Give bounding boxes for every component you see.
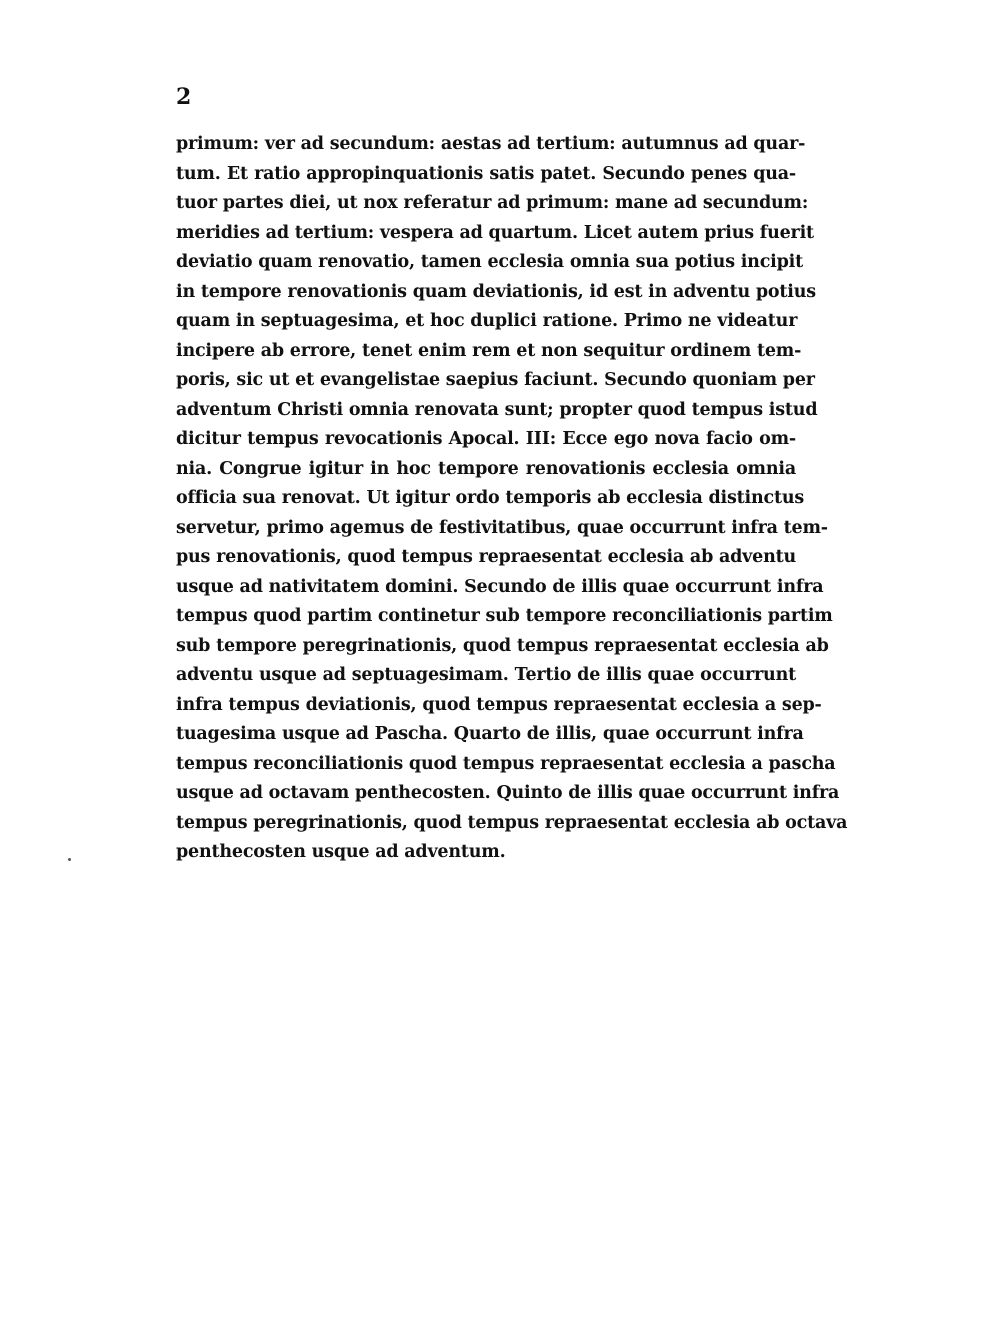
text-line: tempus reconciliationis quod tempus repraesentat ecclesia a pascha — [176, 753, 836, 774]
text-line: tempus peregrinationis, quod tempus repraesentat ecclesia ab octava — [176, 812, 848, 833]
text-line: pus renovationis, quod tempus repraesentat ecclesia ab adventu — [176, 547, 797, 567]
text-line: adventu usque ad septuagesimam. Tertio de illis quae occurrunt — [176, 665, 796, 685]
text-line: officia sua renovat. Ut igitur ordo temporis ab ecclesia distinctus — [176, 488, 805, 508]
text-line: sub tempore peregrinationis, quod tempus repraesentat ecclesia ab — [176, 635, 829, 656]
page-number: 2 — [176, 84, 192, 110]
text-line: dicitur tempus revocationis Apocal. III: Ecce ego nova facio om- — [176, 429, 796, 449]
margin-dot — [68, 858, 71, 861]
text-line: infra tempus deviationis, quod tempus repraesentat ecclesia a sep- — [176, 694, 822, 715]
text-line: deviatio quam renovatio, tamen ecclesia omnia sua potius incipit — [176, 252, 803, 272]
text-line: primum: ver ad secundum: aestas ad tertium: autumnus ad quar- — [176, 134, 806, 154]
body-text — [176, 130, 848, 868]
text-line: nia. Congrue igitur in hoc tempore renovationis ecclesia omnia — [176, 458, 796, 479]
text-line: in tempore renovationis quam deviationis, id est in adventu potius — [176, 281, 816, 302]
text-line: tempus quod partim continetur sub tempore reconciliationis partim — [176, 606, 833, 626]
text-line: poris, sic ut et evangelistae saepius faciunt. Secundo quoniam per — [176, 370, 815, 390]
text-line: usque ad nativitatem domini. Secundo de illis quae occurrunt infra — [176, 576, 824, 597]
text-line: tuagesima usque ad Pascha. Quarto de illis, quae occurrunt infra — [176, 724, 804, 744]
text-line: tum. Et ratio appropinquationis satis patet. Secundo penes qua- — [176, 163, 796, 184]
text-line: tuor partes diei, ut nox referatur ad primum: mane ad secundum: — [176, 193, 809, 213]
text-line: adventum Christi omnia renovata sunt; propter quod tempus istud — [176, 399, 818, 420]
text-line: meridies ad tertium: vespera ad quartum. Licet autem prius fuerit — [176, 222, 814, 243]
text-line: incipere ab errore, tenet enim rem et non sequitur ordinem tem- — [176, 340, 802, 361]
text-line-last: penthecosten usque ad adventum. — [176, 842, 506, 862]
text-line: quam in septuagesima, et hoc duplici ratione. Primo ne videatur — [176, 311, 798, 331]
text-line: usque ad octavam penthecosten. Quinto de illis quae occurrunt infra — [176, 783, 840, 803]
text-line: servetur, primo agemus de festivitatibus, quae occurrunt infra tem- — [176, 517, 828, 538]
